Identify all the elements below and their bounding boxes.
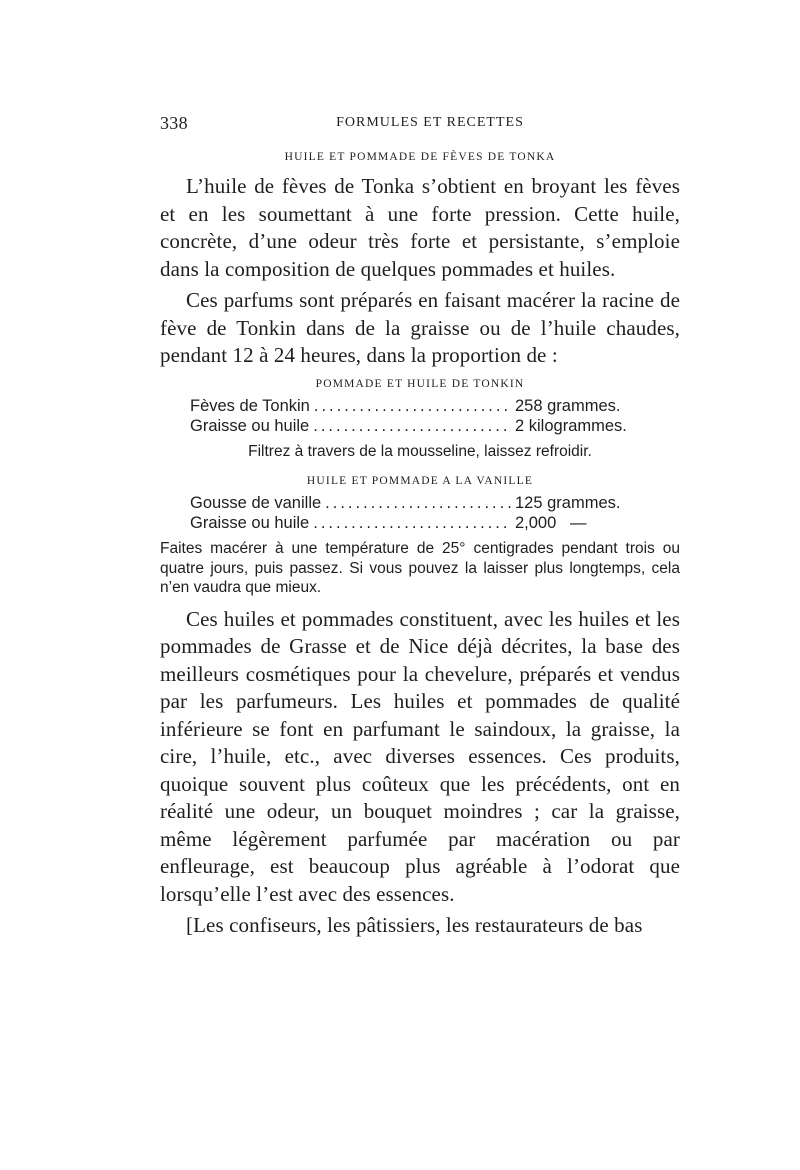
recipe-vanilla — [190, 493, 665, 533]
note-vanilla: Faites macérer à une température de 25° centigrades pendant trois ou quatre jours, puis passez. Si vous pouvez la laisser plus longtemps, cela n’en vaudra que mieux. — [160, 540, 680, 596]
running-head — [160, 113, 680, 143]
ingredient-quantity: 125 grammes. — [515, 494, 621, 512]
recipe-row — [190, 416, 665, 436]
recipe-tonkin — [190, 396, 665, 436]
paragraph-continued: [Les confiseurs, les pâtissiers, les restaurateurs de bas — [186, 913, 643, 937]
running-title: FORMULES ET RECETTES — [336, 115, 524, 130]
ingredient-name: Gousse de vanille — [190, 494, 322, 512]
ingredient-name: Graisse ou huile — [190, 514, 310, 532]
note-tonkin: Filtrez à travers de la mousseline, laissez refroidir. — [248, 442, 592, 460]
recipe-row — [190, 493, 665, 513]
paragraph-tonka-oil: L’huile de fèves de Tonka s’obtient en broyant les fèves et en les soumettant à une forte pression. Cette huile, concrète, d’une odeur très forte et persistante, s’emploie dans la composition de quelques pommades et huiles. — [160, 174, 680, 281]
section-title-tonkin: POMMADE ET HUILE DE TONKIN — [315, 377, 525, 390]
section-title-vanilla: HUILE ET POMMADE A LA VANILLE — [306, 475, 534, 487]
ingredient-quantity: 258 grammes. — [515, 396, 621, 415]
ingredient-quantity: 2,000 — — [515, 514, 587, 532]
page-content — [160, 113, 680, 944]
paragraph-closing: Ces huiles et pommades constituent, avec les huiles et les pommades de Grasse et de Nice déjà décrites, la base des meilleurs cosmétiques pour la chevelure, préparés et vendus par les parfumeurs. Les huiles et pommades de qualité inférieure se font en parfumant le saindoux, la graisse, la cire, l’huile, etc., avec diverses essences. Ces produits, quoique souvent plus coûteux que les précédents, ont en réalité une odeur, un bouquet moindres ; car la graisse, même légèrement parfumée par macération ou par enfleurage, est beaucoup plus agréable à l’odorat que lorsqu’elle l’est avec des essences. — [160, 606, 680, 906]
recipe-row — [190, 396, 665, 416]
recipe-row — [190, 513, 665, 533]
dot-leader — [313, 416, 511, 436]
section-title-tonka: HUILE ET POMMADE DE FÈVES DE TONKA — [284, 151, 556, 163]
dot-leader — [325, 493, 511, 513]
dot-leader — [314, 396, 511, 416]
ingredient-name: Graisse ou huile — [190, 416, 310, 435]
dot-leader — [313, 513, 511, 533]
ingredient-name: Fèves de Tonkin — [190, 396, 310, 415]
ingredient-quantity: 2 kilogrammes. — [515, 416, 627, 435]
paragraph-tonkin-perfumes: Ces parfums sont préparés en faisant macérer la racine de fève de Tonkin dans de la graisse ou de l’huile chaudes, pendant 12 à 24 heures, dans la proportion de : — [160, 288, 680, 367]
page-number: 338 — [160, 113, 188, 133]
